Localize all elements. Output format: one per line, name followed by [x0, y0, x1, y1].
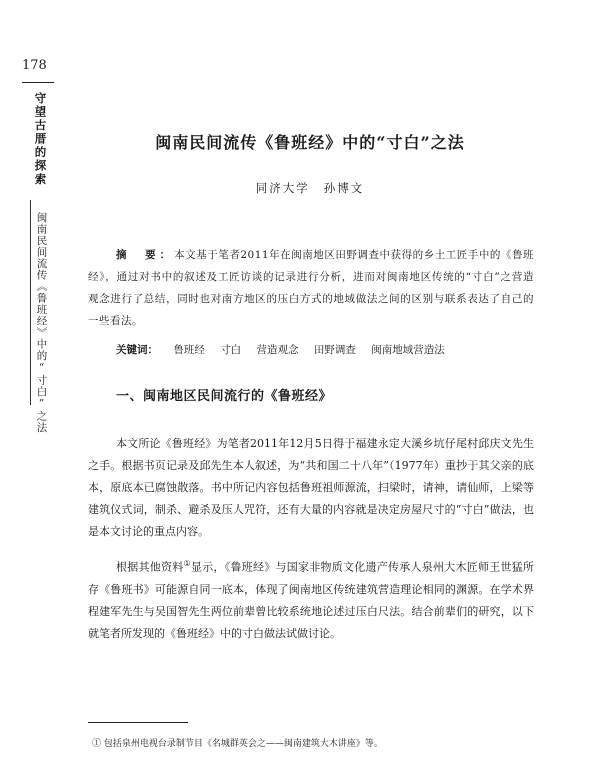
footnote: [92, 736, 383, 749]
keyword: 营造观念: [256, 344, 299, 356]
keywords-label: 关键词：: [116, 344, 158, 356]
margin-rule-top: [22, 82, 54, 83]
running-header-divider: [30, 200, 31, 405]
abstract: [88, 244, 534, 332]
footnote-marker: ①: [92, 739, 102, 749]
keyword: 闽南地域营造法: [371, 344, 445, 356]
author-name: 孙博文: [323, 181, 365, 195]
keyword: 寸白: [220, 344, 242, 356]
body-paragraph-1: 本文所论《鲁班经》为笔者2011年12月5日得于福建永定大溪乡坑仔尾村邱庆文先生之手。根据书页记录及邱先生本人叙述，为“共和国二十八年”（1977年）重抄于其父亲的底本，原底本已腐蚀散落。书中所记内容包括鲁班祖师源流，扫梁时，请神，请仙师，上梁等建筑仪式词，制杀、避杀及压人咒符，还有大量的内容就是决定房屋尺寸的“寸白”做法，也是本文讨论的重点内容。: [88, 437, 534, 538]
keywords: [116, 342, 536, 357]
body-paragraph-2: [88, 553, 534, 645]
author-line: [90, 180, 530, 196]
running-book-title: 守望古厝的探索: [33, 92, 48, 187]
footnote-text: 包括泉州电视台录制节目《名城群英会之——闽南建筑大木讲座》等。: [103, 739, 383, 749]
paragraph-text: 根据其他资料: [116, 560, 184, 574]
keyword: 田野调查: [313, 344, 356, 356]
author-affiliation: 同济大学: [255, 181, 310, 195]
abstract-label: 摘 要：: [116, 249, 175, 261]
keyword: 鲁班经: [173, 344, 205, 356]
footnote-divider: [88, 722, 188, 723]
section-heading: 一、闽南地区民间流行的《鲁班经》: [116, 389, 333, 404]
page-number: 178: [22, 58, 47, 73]
footnote-ref[interactable]: ①: [183, 559, 191, 568]
paragraph-text: 显示，《鲁班经》与国家非物质文化遗产传承人泉州大木匠师王世猛所存《鲁班书》可能源自同一底本，体现了闽南地区传统建筑营造理论相同的渊源。在学术界程建军先生与吴国智先生两位前辈曾比较系统地论述过压白尺法。结合前辈们的研究，以下就笔者所发现的《鲁班经》中的寸白做法试做讨论。: [88, 560, 535, 640]
running-article-title: 闽南民间流传《鲁班经》中的“寸白”之法: [35, 212, 48, 434]
abstract-text: 本文基于笔者2011年在闽南地区田野调查中获得的乡土工匠手中的《鲁班经》，通过对书中的叙述及工匠访谈的记录进行分析，进而对闽南地区传统的“寸白”之营造观念进行了总结，同时也对南方地区的压白方式的地域做法之间的区别与联系表达了自己的一些看法。: [88, 249, 534, 327]
article-title: 闽南民间流传《鲁班经》中的“寸白”之法: [155, 133, 465, 152]
